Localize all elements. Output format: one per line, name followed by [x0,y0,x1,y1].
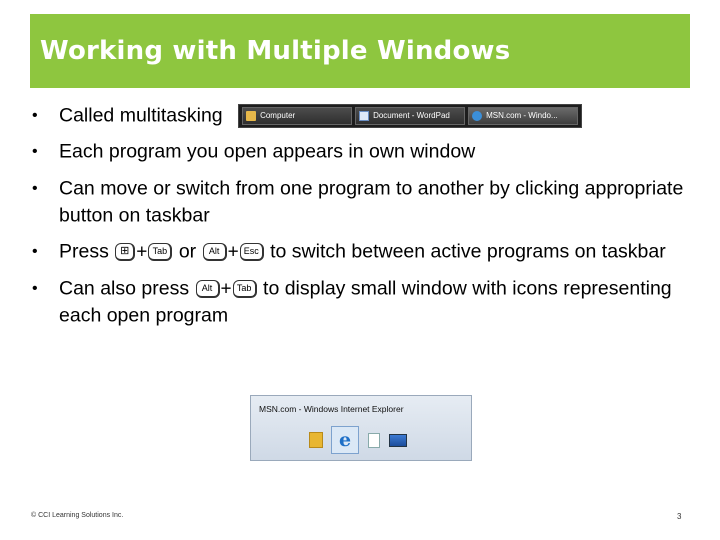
footer-copyright: © CCI Learning Solutions Inc. [31,512,124,519]
bullet-text: or [178,240,197,263]
title-bar [30,14,690,88]
bullet-text: Can move or switch from one program to another by clicking appropriate button on taskbar [59,177,684,227]
alt-tab-switcher-image [250,395,472,461]
bullet-switch-program [30,175,700,230]
desktop-icon[interactable] [389,431,407,449]
switcher-window-title: MSN.com - Windows Internet Explorer [259,404,404,414]
tab-key: Tab [148,243,172,261]
bullet-alt-tab [30,275,700,330]
bullet-text: Called multitasking [59,104,223,127]
taskbar-button-computer[interactable] [242,107,352,125]
alt-key: Alt [203,243,227,261]
bullet-text: Each program you open appears in own window [59,140,476,163]
bullet-multitasking [30,102,700,129]
page-number: 3 [677,512,682,521]
taskbar-button-label: Document - WordPad [373,111,450,121]
taskbar-button-msn[interactable] [468,107,578,125]
plus-sign: + [136,241,148,263]
bullet-text: Can also press [59,277,190,300]
plus-sign: + [227,241,239,263]
folder-icon[interactable] [307,431,325,449]
slide-title: Working with Multiple Windows [40,36,511,66]
windows-key-icon: ⊞ [115,243,135,261]
taskbar-button-label: MSN.com - Windo... [486,111,558,121]
esc-key: Esc [240,243,264,261]
bullet-own-window [30,138,700,165]
tab-key: Tab [233,280,257,298]
bullet-press-keys [30,238,700,265]
taskbar-image [238,104,582,128]
taskbar-button-label: Computer [260,111,296,121]
taskbar-button-wordpad[interactable] [355,107,465,125]
document-icon[interactable] [365,431,383,449]
switcher-icons [307,426,407,454]
plus-sign: + [220,278,232,300]
alt-key: Alt [196,280,220,298]
internet-explorer-icon [472,111,482,121]
wordpad-icon [359,111,369,121]
bullet-text: to display small window with icons representing each open program [59,277,672,327]
bullet-text: to switch between active programs on taskbar [270,240,666,263]
bullet-text: Press [59,240,109,263]
bullet-list [30,102,700,338]
internet-explorer-icon[interactable]: e [331,426,359,454]
computer-icon [246,111,256,121]
